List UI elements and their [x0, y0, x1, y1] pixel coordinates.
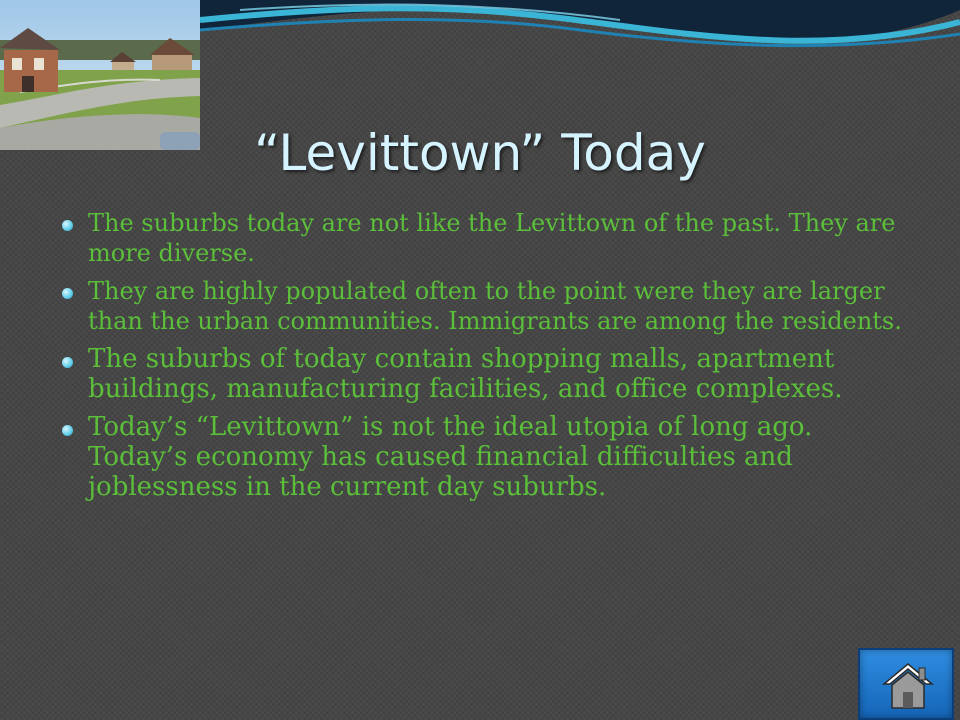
- house-icon: [880, 658, 936, 714]
- bullet-text: They are highly populated often to the point were they are larger than the urban communities. Immigrants are among the residents.: [88, 277, 902, 335]
- round-bullet-icon: [62, 357, 73, 368]
- bullet-list: [62, 208, 912, 510]
- bullet-item: [62, 344, 912, 404]
- round-bullet-icon: [62, 288, 73, 299]
- slide-title: “Levittown” Today: [254, 124, 706, 182]
- bullet-item: [62, 276, 912, 336]
- round-bullet-icon: [62, 425, 73, 436]
- decorative-wave-banner: [200, 0, 960, 70]
- bullet-item: [62, 412, 912, 502]
- home-button[interactable]: [858, 648, 954, 720]
- bullet-text: The suburbs of today contain shopping malls, apartment buildings, manufacturing facilities, and office complexes.: [88, 344, 843, 404]
- bullet-text: The suburbs today are not like the Levittown of the past. They are more diverse.: [88, 209, 896, 267]
- bullet-text: Today’s “Levittown” is not the ideal utopia of long ago. Today’s economy has caused financial difficulties and joblessness in the current day suburbs.: [88, 412, 813, 502]
- round-bullet-icon: [62, 220, 73, 231]
- bullet-item: [62, 208, 912, 268]
